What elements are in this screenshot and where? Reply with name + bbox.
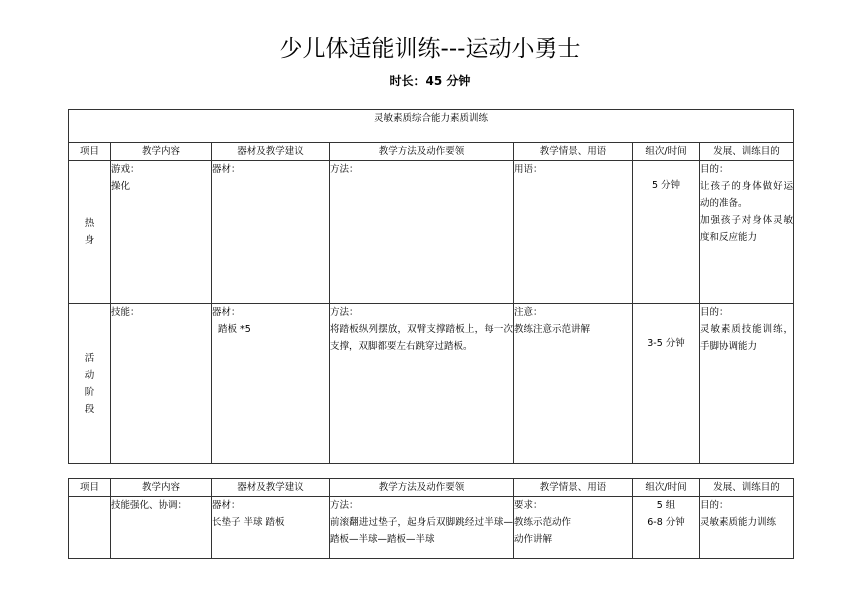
table1-banner: 灵敏素质综合能力素质训练 <box>69 110 794 143</box>
method-line: 将踏板纵列摆放，双臂支撑踏板上，每一次支撑，双脚都要左右跳穿过踏板。 <box>330 324 513 352</box>
equipment-cell <box>212 304 330 464</box>
goal-line: 灵敏素质能力训练 <box>700 517 777 528</box>
training-table-1 <box>68 109 794 464</box>
scene-line: 动作讲解 <box>514 534 553 545</box>
equipment-line: 器材： <box>212 307 241 318</box>
goal-line: 加强孩子对身体灵敏度和反应能力 <box>700 215 794 243</box>
header-scene: 教学情景、用语 <box>514 479 633 497</box>
time-cell <box>633 161 700 304</box>
stage-char: 活 <box>84 352 95 364</box>
header-goal: 发展、训练目的 <box>700 479 794 497</box>
scene-cell <box>514 304 633 464</box>
stage-skill <box>69 497 111 559</box>
table1-banner-row <box>69 110 794 143</box>
time-line: 6-8 分钟 <box>647 517 685 528</box>
stage-warmup <box>69 161 111 304</box>
equipment-line: 长垫子 半球 踏板 <box>212 517 285 528</box>
time-line: 5 组 <box>656 500 676 511</box>
equipment-line: 踏板 *5 <box>218 324 251 335</box>
scene-line: 要求： <box>514 500 543 511</box>
header-time: 组次/时间 <box>633 143 700 161</box>
goal-line: 目的： <box>700 500 729 511</box>
stage-char: 身 <box>84 235 95 246</box>
content-cell <box>111 161 212 304</box>
goal-cell <box>700 304 794 464</box>
scene-line: 用语： <box>514 164 543 175</box>
content-line: 操化 <box>111 181 131 192</box>
equipment-line: 器材： <box>212 500 241 511</box>
content-line: 技能： <box>111 307 140 318</box>
method-line: 前滚翻进过垫子，起身后双脚跳经过半球—踏板—半球—踏板—半球 <box>330 517 513 545</box>
stage-char: 动 <box>84 369 95 381</box>
stage-char: 热 <box>84 218 95 229</box>
scene-cell <box>514 497 633 559</box>
time-cell <box>633 304 700 464</box>
scene-line: 教练注意示范讲解 <box>514 324 591 335</box>
stage-activity <box>69 304 111 464</box>
header-goal: 发展、训练目的 <box>700 143 794 161</box>
training-table-2 <box>68 478 794 559</box>
scene-line: 注意： <box>514 307 543 318</box>
header-project: 项目 <box>69 143 111 161</box>
time-line: 3-5 分钟 <box>647 338 685 349</box>
method-cell <box>330 304 514 464</box>
method-line: 方法： <box>330 164 359 175</box>
method-line: 方法： <box>330 307 359 318</box>
duration-label: 时长：45 分钟 <box>389 74 471 88</box>
header-method: 教学方法及动作要领 <box>330 143 514 161</box>
table-row-warmup <box>69 161 794 304</box>
document-title: 少儿体适能训练---运动小勇士 <box>279 36 581 62</box>
table-row-skill <box>69 497 794 559</box>
content-cell <box>111 304 212 464</box>
table-row-activity <box>69 304 794 464</box>
scene-cell <box>514 161 633 304</box>
content-cell <box>111 497 212 559</box>
equipment-cell <box>212 497 330 559</box>
goal-line: 目的： <box>700 307 729 318</box>
equipment-cell <box>212 161 330 304</box>
header-content: 教学内容 <box>111 143 212 161</box>
method-cell <box>330 497 514 559</box>
time-cell <box>633 497 700 559</box>
header-equipment: 器材及教学建议 <box>212 479 330 497</box>
equipment-line: 器材： <box>212 164 241 175</box>
header-scene: 教学情景、用语 <box>514 143 633 161</box>
goal-cell <box>700 161 794 304</box>
table1-header-row <box>69 143 794 161</box>
time-line: 5 分钟 <box>651 180 681 191</box>
content-line: 游戏： <box>111 164 140 175</box>
goal-line: 让孩子的身体做好运动的准备。 <box>700 181 794 209</box>
scene-line: 教练示范动作 <box>514 517 572 528</box>
table2-header-row <box>69 479 794 497</box>
method-cell <box>330 161 514 304</box>
goal-line: 目的： <box>700 164 729 175</box>
content-line: 技能强化、协调： <box>111 500 188 511</box>
stage-char: 段 <box>84 403 95 415</box>
header-project: 项目 <box>69 479 111 497</box>
header-method: 教学方法及动作要领 <box>330 479 514 497</box>
goal-line: 灵敏素质技能训练，手脚协调能力 <box>700 324 794 352</box>
header-content: 教学内容 <box>111 479 212 497</box>
header-equipment: 器材及教学建议 <box>212 143 330 161</box>
goal-cell <box>700 497 794 559</box>
stage-char: 阶 <box>84 386 95 398</box>
header-time: 组次/时间 <box>633 479 700 497</box>
method-line: 方法： <box>330 500 359 511</box>
